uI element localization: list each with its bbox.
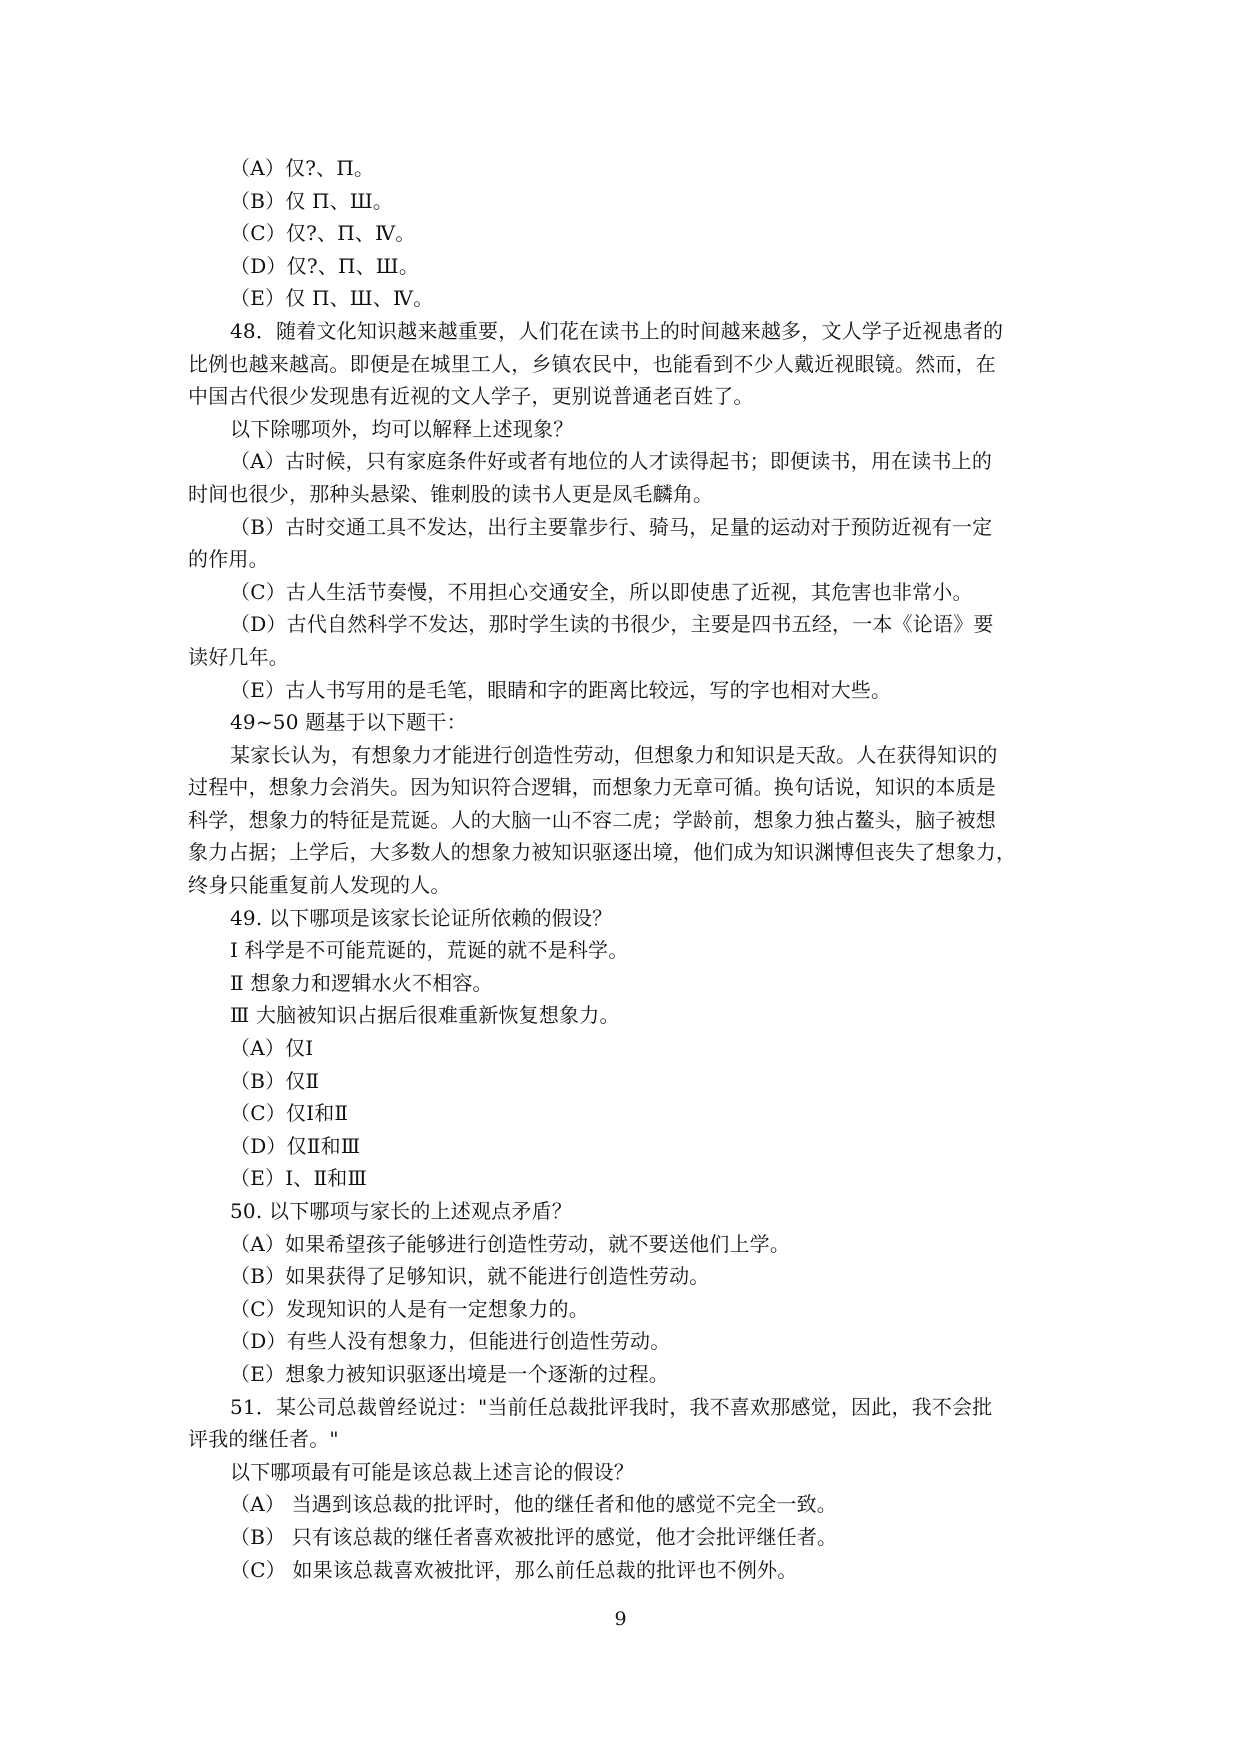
text-line: 以下哪项最有可能是该总裁上述言论的假设？ [230, 1459, 634, 1484]
text-line: 终身只能重复前人发现的人。 [188, 873, 451, 898]
text-line: （E）Ⅰ、Ⅱ和Ⅲ [230, 1166, 367, 1191]
text-line: （D）有些人没有想象力，但能进行创造性劳动。 [230, 1329, 671, 1354]
text-line: （B）古时交通工具不发达，出行主要靠步行、骑马，足量的运动对于预防近视有一定 [230, 514, 993, 539]
text-line: 49~50 题基于以下题干： [230, 710, 467, 735]
text-line: 象力占据；上学后，大多数人的想象力被知识驱逐出境，他们成为知识渊博但丧失了想象力， [188, 840, 1017, 865]
text-line: Ⅲ 大脑被知识占据后很难重新恢复想象力。 [230, 1003, 620, 1028]
text-line: （B）如果获得了足够知识，就不能进行创造性劳动。 [230, 1264, 710, 1289]
text-line: 评我的继任者。" [188, 1427, 339, 1452]
text-line: （A） 当遇到该总裁的批评时，他的继任者和他的感觉不完全一致。 [230, 1492, 838, 1517]
text-line: （A）古时候，只有家庭条件好或者有地位的人才读得起书；即便读书，用在读书上的 [230, 449, 993, 474]
text-line: （A）仅?、Π。 [230, 156, 375, 180]
text-line: 过程中，想象力会消失。因为知识符合逻辑，而想象力无章可循。换句话说，知识的本质是 [188, 775, 996, 800]
text-line: （C）发现知识的人是有一定想象力的。 [230, 1296, 589, 1321]
text-line: （D）古代自然科学不发达，那时学生读的书很少，主要是四书五经，一本《论语》要 [230, 612, 994, 637]
text-line: 51．某公司总裁曾经说过："当前任总裁批评我时，我不喜欢那感觉，因此，我不会批 [230, 1394, 993, 1419]
text-line: 49. 以下哪项是该家长论证所依赖的假设？ [230, 905, 613, 930]
text-line: （D）仅Ⅱ和Ⅲ [230, 1133, 361, 1158]
text-line: （A）如果希望孩子能够进行创造性劳动，就不要送他们上学。 [230, 1231, 791, 1256]
text-line: Ⅱ 想象力和逻辑水火不相容。 [230, 970, 493, 995]
text-line: （D）仅?、Π、Ш。 [230, 253, 420, 278]
text-line: （C）仅?、Π、Ⅳ。 [230, 221, 416, 246]
text-line: （E）仅 Π、Ш、Ⅳ。 [230, 286, 434, 311]
text-line: （B） 只有该总裁的继任者喜欢被批评的感觉，他才会批评继任者。 [230, 1524, 838, 1549]
text-line: 以下除哪项外，均可以解释上述现象？ [230, 416, 574, 441]
text-line: （A）仅Ⅰ [230, 1036, 314, 1061]
text-line: （B）仅Ⅱ [230, 1068, 320, 1093]
text-line: 科学，想象力的特征是荒诞。人的大脑一山不容二虎；学龄前，想象力独占鳌头，脑子被想 [188, 807, 996, 832]
text-line: 读好几年。 [188, 644, 289, 669]
text-line: （E）古人书写用的是毛笔，眼睛和字的距离比较远，写的字也相对大些。 [230, 677, 892, 702]
text-line: （C） 如果该总裁喜欢被批评，那么前任总裁的批评也不例外。 [230, 1557, 798, 1582]
page-number: 9 [614, 1608, 627, 1630]
text-line: （C）仅Ⅰ和Ⅱ [230, 1101, 349, 1126]
document-body [188, 152, 1056, 1586]
text-line: Ⅰ 科学是不可能荒诞的，荒诞的就不是科学。 [230, 938, 629, 963]
text-line: 50. 以下哪项与家长的上述观点矛盾？ [230, 1199, 572, 1223]
text-line: 48．随着文化知识越来越重要，人们花在读书上的时间越来越多，文人学子近视患者的 [230, 318, 1004, 343]
text-line: 时间也很少，那种头悬梁、锥刺股的读书人更是凤毛麟角。 [188, 481, 714, 506]
text-line: 的作用。 [188, 547, 269, 572]
text-line: 比例也越来越高。即便是在城里工人，乡镇农民中，也能看到不少人戴近视眼镜。然而，在 [188, 351, 996, 376]
text-line: 中国古代很少发现患有近视的文人学子，更别说普通老百姓了。 [188, 384, 754, 409]
text-line: （C）古人生活节奏慢，不用担心交通安全，所以即使患了近视，其危害也非常小。 [230, 579, 973, 604]
text-line: 某家长认为，有想象力才能进行创造性劳动，但想象力和知识是天敌。人在获得知识的 [230, 742, 998, 767]
text-line: （E）想象力被知识驱逐出境是一个逐渐的过程。 [230, 1361, 669, 1386]
text-line: （B）仅 Π、Ш。 [230, 188, 394, 213]
